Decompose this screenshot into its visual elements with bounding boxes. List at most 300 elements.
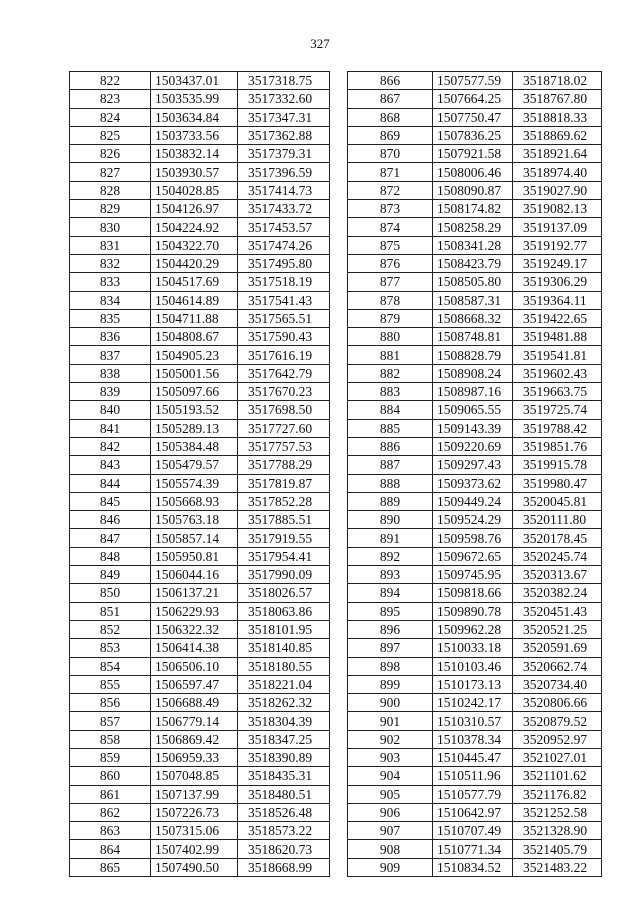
y-coordinate-cell: 3518347.25 xyxy=(238,730,330,748)
y-coordinate-cell: 3517474.26 xyxy=(238,236,330,254)
table-row xyxy=(70,785,330,803)
y-coordinate-cell: 3517518.19 xyxy=(238,273,330,291)
point-number-cell: 852 xyxy=(70,620,151,638)
point-number-cell: 853 xyxy=(70,639,151,657)
x-coordinate-cell: 1504224.92 xyxy=(151,218,238,236)
y-coordinate-cell: 3518526.48 xyxy=(238,803,330,821)
x-coordinate-cell: 1505479.57 xyxy=(151,456,238,474)
coordinates-table-left xyxy=(69,71,330,877)
table-row xyxy=(348,218,602,236)
table-row xyxy=(70,419,330,437)
y-coordinate-cell: 3519027.90 xyxy=(513,181,602,199)
y-coordinate-cell: 3518767.80 xyxy=(513,90,602,108)
x-coordinate-cell: 1510511.96 xyxy=(433,767,513,785)
table-row xyxy=(348,694,602,712)
y-coordinate-cell: 3517819.87 xyxy=(238,474,330,492)
y-coordinate-cell: 3519481.88 xyxy=(513,328,602,346)
y-coordinate-cell: 3517414.73 xyxy=(238,181,330,199)
y-coordinate-cell: 3520313.67 xyxy=(513,566,602,584)
point-number-cell: 850 xyxy=(70,584,151,602)
y-coordinate-cell: 3518620.73 xyxy=(238,840,330,858)
point-number-cell: 889 xyxy=(348,492,433,510)
table-row xyxy=(348,547,602,565)
x-coordinate-cell: 1509297.43 xyxy=(433,456,513,474)
table-row xyxy=(70,163,330,181)
point-number-cell: 885 xyxy=(348,419,433,437)
y-coordinate-cell: 3518140.85 xyxy=(238,639,330,657)
x-coordinate-cell: 1505857.14 xyxy=(151,529,238,547)
y-coordinate-cell: 3517318.75 xyxy=(238,72,330,90)
y-coordinate-cell: 3517919.55 xyxy=(238,529,330,547)
x-coordinate-cell: 1506229.93 xyxy=(151,602,238,620)
y-coordinate-cell: 3519082.13 xyxy=(513,200,602,218)
table-row xyxy=(70,639,330,657)
table-row xyxy=(70,291,330,309)
point-number-cell: 909 xyxy=(348,858,433,876)
table-row xyxy=(348,492,602,510)
table-row xyxy=(70,620,330,638)
table-row xyxy=(70,364,330,382)
x-coordinate-cell: 1508505.80 xyxy=(433,273,513,291)
table-row xyxy=(348,511,602,529)
y-coordinate-cell: 3518435.31 xyxy=(238,767,330,785)
point-number-cell: 828 xyxy=(70,181,151,199)
x-coordinate-cell: 1505384.48 xyxy=(151,437,238,455)
table-row xyxy=(70,748,330,766)
point-number-cell: 884 xyxy=(348,401,433,419)
x-coordinate-cell: 1504028.85 xyxy=(151,181,238,199)
table-row xyxy=(348,346,602,364)
point-number-cell: 904 xyxy=(348,767,433,785)
table-row xyxy=(70,474,330,492)
table-row xyxy=(70,822,330,840)
point-number-cell: 832 xyxy=(70,254,151,272)
x-coordinate-cell: 1505763.18 xyxy=(151,511,238,529)
point-number-cell: 900 xyxy=(348,694,433,712)
point-number-cell: 856 xyxy=(70,694,151,712)
point-number-cell: 840 xyxy=(70,401,151,419)
table-row xyxy=(348,712,602,730)
point-number-cell: 866 xyxy=(348,72,433,90)
x-coordinate-cell: 1509672.65 xyxy=(433,547,513,565)
y-coordinate-cell: 3521176.82 xyxy=(513,785,602,803)
table-row xyxy=(70,126,330,144)
point-number-cell: 881 xyxy=(348,346,433,364)
x-coordinate-cell: 1504614.89 xyxy=(151,291,238,309)
y-coordinate-cell: 3517379.31 xyxy=(238,145,330,163)
y-coordinate-cell: 3517590.43 xyxy=(238,328,330,346)
x-coordinate-cell: 1503733.56 xyxy=(151,126,238,144)
point-number-cell: 822 xyxy=(70,72,151,90)
point-number-cell: 908 xyxy=(348,840,433,858)
y-coordinate-cell: 3517332.60 xyxy=(238,90,330,108)
y-coordinate-cell: 3518869.62 xyxy=(513,126,602,144)
y-coordinate-cell: 3517396.59 xyxy=(238,163,330,181)
point-number-cell: 864 xyxy=(70,840,151,858)
table-row xyxy=(70,346,330,364)
x-coordinate-cell: 1507664.25 xyxy=(433,90,513,108)
table-row xyxy=(348,108,602,126)
table-row xyxy=(348,145,602,163)
x-coordinate-cell: 1508668.32 xyxy=(433,309,513,327)
x-coordinate-cell: 1505097.66 xyxy=(151,383,238,401)
point-number-cell: 861 xyxy=(70,785,151,803)
point-number-cell: 877 xyxy=(348,273,433,291)
table-row xyxy=(70,383,330,401)
y-coordinate-cell: 3520662.74 xyxy=(513,657,602,675)
table-row xyxy=(348,90,602,108)
y-coordinate-cell: 3520382.24 xyxy=(513,584,602,602)
x-coordinate-cell: 1507315.06 xyxy=(151,822,238,840)
y-coordinate-cell: 3520045.81 xyxy=(513,492,602,510)
point-number-cell: 865 xyxy=(70,858,151,876)
y-coordinate-cell: 3518221.04 xyxy=(238,675,330,693)
y-coordinate-cell: 3518573.22 xyxy=(238,822,330,840)
table-row xyxy=(70,200,330,218)
x-coordinate-cell: 1506506.10 xyxy=(151,657,238,675)
table-row xyxy=(348,273,602,291)
table-body xyxy=(70,72,330,877)
point-number-cell: 860 xyxy=(70,767,151,785)
coordinates-table-right xyxy=(347,71,602,877)
y-coordinate-cell: 3519192.77 xyxy=(513,236,602,254)
y-coordinate-cell: 3517852.28 xyxy=(238,492,330,510)
table-row xyxy=(70,181,330,199)
y-coordinate-cell: 3519602.43 xyxy=(513,364,602,382)
y-coordinate-cell: 3518304.39 xyxy=(238,712,330,730)
table-row xyxy=(348,602,602,620)
point-number-cell: 833 xyxy=(70,273,151,291)
table-row xyxy=(70,456,330,474)
table-row xyxy=(70,273,330,291)
x-coordinate-cell: 1508258.29 xyxy=(433,218,513,236)
table-row xyxy=(348,200,602,218)
y-coordinate-cell: 3520521.25 xyxy=(513,620,602,638)
table-row xyxy=(348,858,602,876)
table-row xyxy=(70,767,330,785)
table-row xyxy=(348,163,602,181)
y-coordinate-cell: 3517453.57 xyxy=(238,218,330,236)
y-coordinate-cell: 3517362.88 xyxy=(238,126,330,144)
x-coordinate-cell: 1507921.58 xyxy=(433,145,513,163)
point-number-cell: 845 xyxy=(70,492,151,510)
y-coordinate-cell: 3517727.60 xyxy=(238,419,330,437)
point-number-cell: 827 xyxy=(70,163,151,181)
y-coordinate-cell: 3519788.42 xyxy=(513,419,602,437)
x-coordinate-cell: 1509373.62 xyxy=(433,474,513,492)
x-coordinate-cell: 1510310.57 xyxy=(433,712,513,730)
y-coordinate-cell: 3519249.17 xyxy=(513,254,602,272)
y-coordinate-cell: 3518718.02 xyxy=(513,72,602,90)
y-coordinate-cell: 3520879.52 xyxy=(513,712,602,730)
point-number-cell: 873 xyxy=(348,200,433,218)
table-row xyxy=(70,236,330,254)
x-coordinate-cell: 1508341.28 xyxy=(433,236,513,254)
x-coordinate-cell: 1507137.99 xyxy=(151,785,238,803)
y-coordinate-cell: 3517954.41 xyxy=(238,547,330,565)
point-number-cell: 871 xyxy=(348,163,433,181)
x-coordinate-cell: 1510771.34 xyxy=(433,840,513,858)
x-coordinate-cell: 1509890.78 xyxy=(433,602,513,620)
x-coordinate-cell: 1509962.28 xyxy=(433,620,513,638)
x-coordinate-cell: 1510173.13 xyxy=(433,675,513,693)
point-number-cell: 902 xyxy=(348,730,433,748)
x-coordinate-cell: 1508423.79 xyxy=(433,254,513,272)
table-row xyxy=(348,566,602,584)
x-coordinate-cell: 1508090.87 xyxy=(433,181,513,199)
point-number-cell: 905 xyxy=(348,785,433,803)
x-coordinate-cell: 1505193.52 xyxy=(151,401,238,419)
x-coordinate-cell: 1507048.85 xyxy=(151,767,238,785)
x-coordinate-cell: 1504711.88 xyxy=(151,309,238,327)
point-number-cell: 847 xyxy=(70,529,151,547)
x-coordinate-cell: 1503634.84 xyxy=(151,108,238,126)
table-row xyxy=(348,639,602,657)
point-number-cell: 869 xyxy=(348,126,433,144)
x-coordinate-cell: 1505001.56 xyxy=(151,364,238,382)
y-coordinate-cell: 3517565.51 xyxy=(238,309,330,327)
y-coordinate-cell: 3517433.72 xyxy=(238,200,330,218)
table-row xyxy=(348,840,602,858)
point-number-cell: 876 xyxy=(348,254,433,272)
point-number-cell: 867 xyxy=(348,90,433,108)
y-coordinate-cell: 3519364.11 xyxy=(513,291,602,309)
point-number-cell: 897 xyxy=(348,639,433,657)
table-row xyxy=(70,858,330,876)
table-row xyxy=(70,437,330,455)
table-row xyxy=(348,419,602,437)
table-row xyxy=(348,236,602,254)
point-number-cell: 848 xyxy=(70,547,151,565)
x-coordinate-cell: 1509598.76 xyxy=(433,529,513,547)
y-coordinate-cell: 3520734.40 xyxy=(513,675,602,693)
x-coordinate-cell: 1505668.93 xyxy=(151,492,238,510)
point-number-cell: 898 xyxy=(348,657,433,675)
table-row xyxy=(70,254,330,272)
y-coordinate-cell: 3518101.95 xyxy=(238,620,330,638)
point-number-cell: 903 xyxy=(348,748,433,766)
table-row xyxy=(348,254,602,272)
y-coordinate-cell: 3518974.40 xyxy=(513,163,602,181)
point-number-cell: 854 xyxy=(70,657,151,675)
table-row xyxy=(70,803,330,821)
table-row xyxy=(70,328,330,346)
point-number-cell: 888 xyxy=(348,474,433,492)
x-coordinate-cell: 1508748.81 xyxy=(433,328,513,346)
table-row xyxy=(348,822,602,840)
y-coordinate-cell: 3517616.19 xyxy=(238,346,330,364)
y-coordinate-cell: 3518390.89 xyxy=(238,748,330,766)
table-row xyxy=(70,712,330,730)
table-row xyxy=(70,511,330,529)
point-number-cell: 830 xyxy=(70,218,151,236)
y-coordinate-cell: 3518818.33 xyxy=(513,108,602,126)
y-coordinate-cell: 3519725.74 xyxy=(513,401,602,419)
table-row xyxy=(348,309,602,327)
table-row xyxy=(348,675,602,693)
point-number-cell: 883 xyxy=(348,383,433,401)
x-coordinate-cell: 1507577.59 xyxy=(433,72,513,90)
x-coordinate-cell: 1505289.13 xyxy=(151,419,238,437)
x-coordinate-cell: 1509818.66 xyxy=(433,584,513,602)
x-coordinate-cell: 1510577.79 xyxy=(433,785,513,803)
table-row xyxy=(348,328,602,346)
x-coordinate-cell: 1509220.69 xyxy=(433,437,513,455)
x-coordinate-cell: 1508006.46 xyxy=(433,163,513,181)
x-coordinate-cell: 1509524.29 xyxy=(433,511,513,529)
y-coordinate-cell: 3520591.69 xyxy=(513,639,602,657)
y-coordinate-cell: 3517495.80 xyxy=(238,254,330,272)
x-coordinate-cell: 1507226.73 xyxy=(151,803,238,821)
table-row xyxy=(348,383,602,401)
table-row xyxy=(70,218,330,236)
y-coordinate-cell: 3520451.43 xyxy=(513,602,602,620)
x-coordinate-cell: 1504420.29 xyxy=(151,254,238,272)
point-number-cell: 893 xyxy=(348,566,433,584)
table-row xyxy=(70,566,330,584)
table-row xyxy=(348,126,602,144)
table-row xyxy=(348,620,602,638)
y-coordinate-cell: 3520952.97 xyxy=(513,730,602,748)
table-row xyxy=(70,492,330,510)
y-coordinate-cell: 3521328.90 xyxy=(513,822,602,840)
point-number-cell: 849 xyxy=(70,566,151,584)
y-coordinate-cell: 3518262.32 xyxy=(238,694,330,712)
y-coordinate-cell: 3519663.75 xyxy=(513,383,602,401)
y-coordinate-cell: 3518180.55 xyxy=(238,657,330,675)
x-coordinate-cell: 1506688.49 xyxy=(151,694,238,712)
x-coordinate-cell: 1503930.57 xyxy=(151,163,238,181)
table-row xyxy=(70,694,330,712)
point-number-cell: 894 xyxy=(348,584,433,602)
point-number-cell: 837 xyxy=(70,346,151,364)
y-coordinate-cell: 3519137.09 xyxy=(513,218,602,236)
y-coordinate-cell: 3519422.65 xyxy=(513,309,602,327)
x-coordinate-cell: 1503832.14 xyxy=(151,145,238,163)
point-number-cell: 907 xyxy=(348,822,433,840)
y-coordinate-cell: 3519851.76 xyxy=(513,437,602,455)
point-number-cell: 890 xyxy=(348,511,433,529)
x-coordinate-cell: 1507402.99 xyxy=(151,840,238,858)
y-coordinate-cell: 3521483.22 xyxy=(513,858,602,876)
y-coordinate-cell: 3521252.58 xyxy=(513,803,602,821)
y-coordinate-cell: 3521101.62 xyxy=(513,767,602,785)
point-number-cell: 839 xyxy=(70,383,151,401)
y-coordinate-cell: 3517541.43 xyxy=(238,291,330,309)
point-number-cell: 872 xyxy=(348,181,433,199)
x-coordinate-cell: 1509143.39 xyxy=(433,419,513,437)
x-coordinate-cell: 1507836.25 xyxy=(433,126,513,144)
table-row xyxy=(348,767,602,785)
point-number-cell: 851 xyxy=(70,602,151,620)
table-row xyxy=(348,456,602,474)
x-coordinate-cell: 1510103.46 xyxy=(433,657,513,675)
x-coordinate-cell: 1509065.55 xyxy=(433,401,513,419)
x-coordinate-cell: 1508174.82 xyxy=(433,200,513,218)
table-row xyxy=(348,529,602,547)
y-coordinate-cell: 3517670.23 xyxy=(238,383,330,401)
y-coordinate-cell: 3518480.51 xyxy=(238,785,330,803)
table-row xyxy=(348,730,602,748)
point-number-cell: 829 xyxy=(70,200,151,218)
x-coordinate-cell: 1506869.42 xyxy=(151,730,238,748)
x-coordinate-cell: 1506137.21 xyxy=(151,584,238,602)
table-row xyxy=(70,602,330,620)
x-coordinate-cell: 1506779.14 xyxy=(151,712,238,730)
table-row xyxy=(70,529,330,547)
point-number-cell: 824 xyxy=(70,108,151,126)
table-row xyxy=(348,803,602,821)
point-number-cell: 896 xyxy=(348,620,433,638)
table-row xyxy=(70,108,330,126)
x-coordinate-cell: 1510642.97 xyxy=(433,803,513,821)
point-number-cell: 835 xyxy=(70,309,151,327)
point-number-cell: 858 xyxy=(70,730,151,748)
point-number-cell: 886 xyxy=(348,437,433,455)
table-row xyxy=(70,401,330,419)
point-number-cell: 857 xyxy=(70,712,151,730)
y-coordinate-cell: 3518668.99 xyxy=(238,858,330,876)
point-number-cell: 843 xyxy=(70,456,151,474)
point-number-cell: 868 xyxy=(348,108,433,126)
y-coordinate-cell: 3519306.29 xyxy=(513,273,602,291)
x-coordinate-cell: 1506044.16 xyxy=(151,566,238,584)
x-coordinate-cell: 1506959.33 xyxy=(151,748,238,766)
point-number-cell: 842 xyxy=(70,437,151,455)
x-coordinate-cell: 1508587.31 xyxy=(433,291,513,309)
point-number-cell: 863 xyxy=(70,822,151,840)
x-coordinate-cell: 1510378.34 xyxy=(433,730,513,748)
table-row xyxy=(70,840,330,858)
table-row xyxy=(348,474,602,492)
y-coordinate-cell: 3520245.74 xyxy=(513,547,602,565)
point-number-cell: 855 xyxy=(70,675,151,693)
y-coordinate-cell: 3517698.50 xyxy=(238,401,330,419)
y-coordinate-cell: 3521027.01 xyxy=(513,748,602,766)
x-coordinate-cell: 1508987.16 xyxy=(433,383,513,401)
point-number-cell: 878 xyxy=(348,291,433,309)
x-coordinate-cell: 1504517.69 xyxy=(151,273,238,291)
point-number-cell: 875 xyxy=(348,236,433,254)
x-coordinate-cell: 1509745.95 xyxy=(433,566,513,584)
table-row xyxy=(348,785,602,803)
x-coordinate-cell: 1504126.97 xyxy=(151,200,238,218)
point-number-cell: 836 xyxy=(70,328,151,346)
x-coordinate-cell: 1510033.18 xyxy=(433,639,513,657)
point-number-cell: 844 xyxy=(70,474,151,492)
y-coordinate-cell: 3521405.79 xyxy=(513,840,602,858)
y-coordinate-cell: 3518026.57 xyxy=(238,584,330,602)
x-coordinate-cell: 1503535.99 xyxy=(151,90,238,108)
point-number-cell: 826 xyxy=(70,145,151,163)
point-number-cell: 823 xyxy=(70,90,151,108)
x-coordinate-cell: 1510707.49 xyxy=(433,822,513,840)
table-row xyxy=(348,748,602,766)
y-coordinate-cell: 3517885.51 xyxy=(238,511,330,529)
y-coordinate-cell: 3517788.29 xyxy=(238,456,330,474)
x-coordinate-cell: 1510834.52 xyxy=(433,858,513,876)
x-coordinate-cell: 1510445.47 xyxy=(433,748,513,766)
x-coordinate-cell: 1506322.32 xyxy=(151,620,238,638)
table-row xyxy=(348,657,602,675)
table-row xyxy=(348,291,602,309)
point-number-cell: 825 xyxy=(70,126,151,144)
table-row xyxy=(70,547,330,565)
y-coordinate-cell: 3517642.79 xyxy=(238,364,330,382)
x-coordinate-cell: 1508908.24 xyxy=(433,364,513,382)
table-row xyxy=(70,72,330,90)
x-coordinate-cell: 1504322.70 xyxy=(151,236,238,254)
